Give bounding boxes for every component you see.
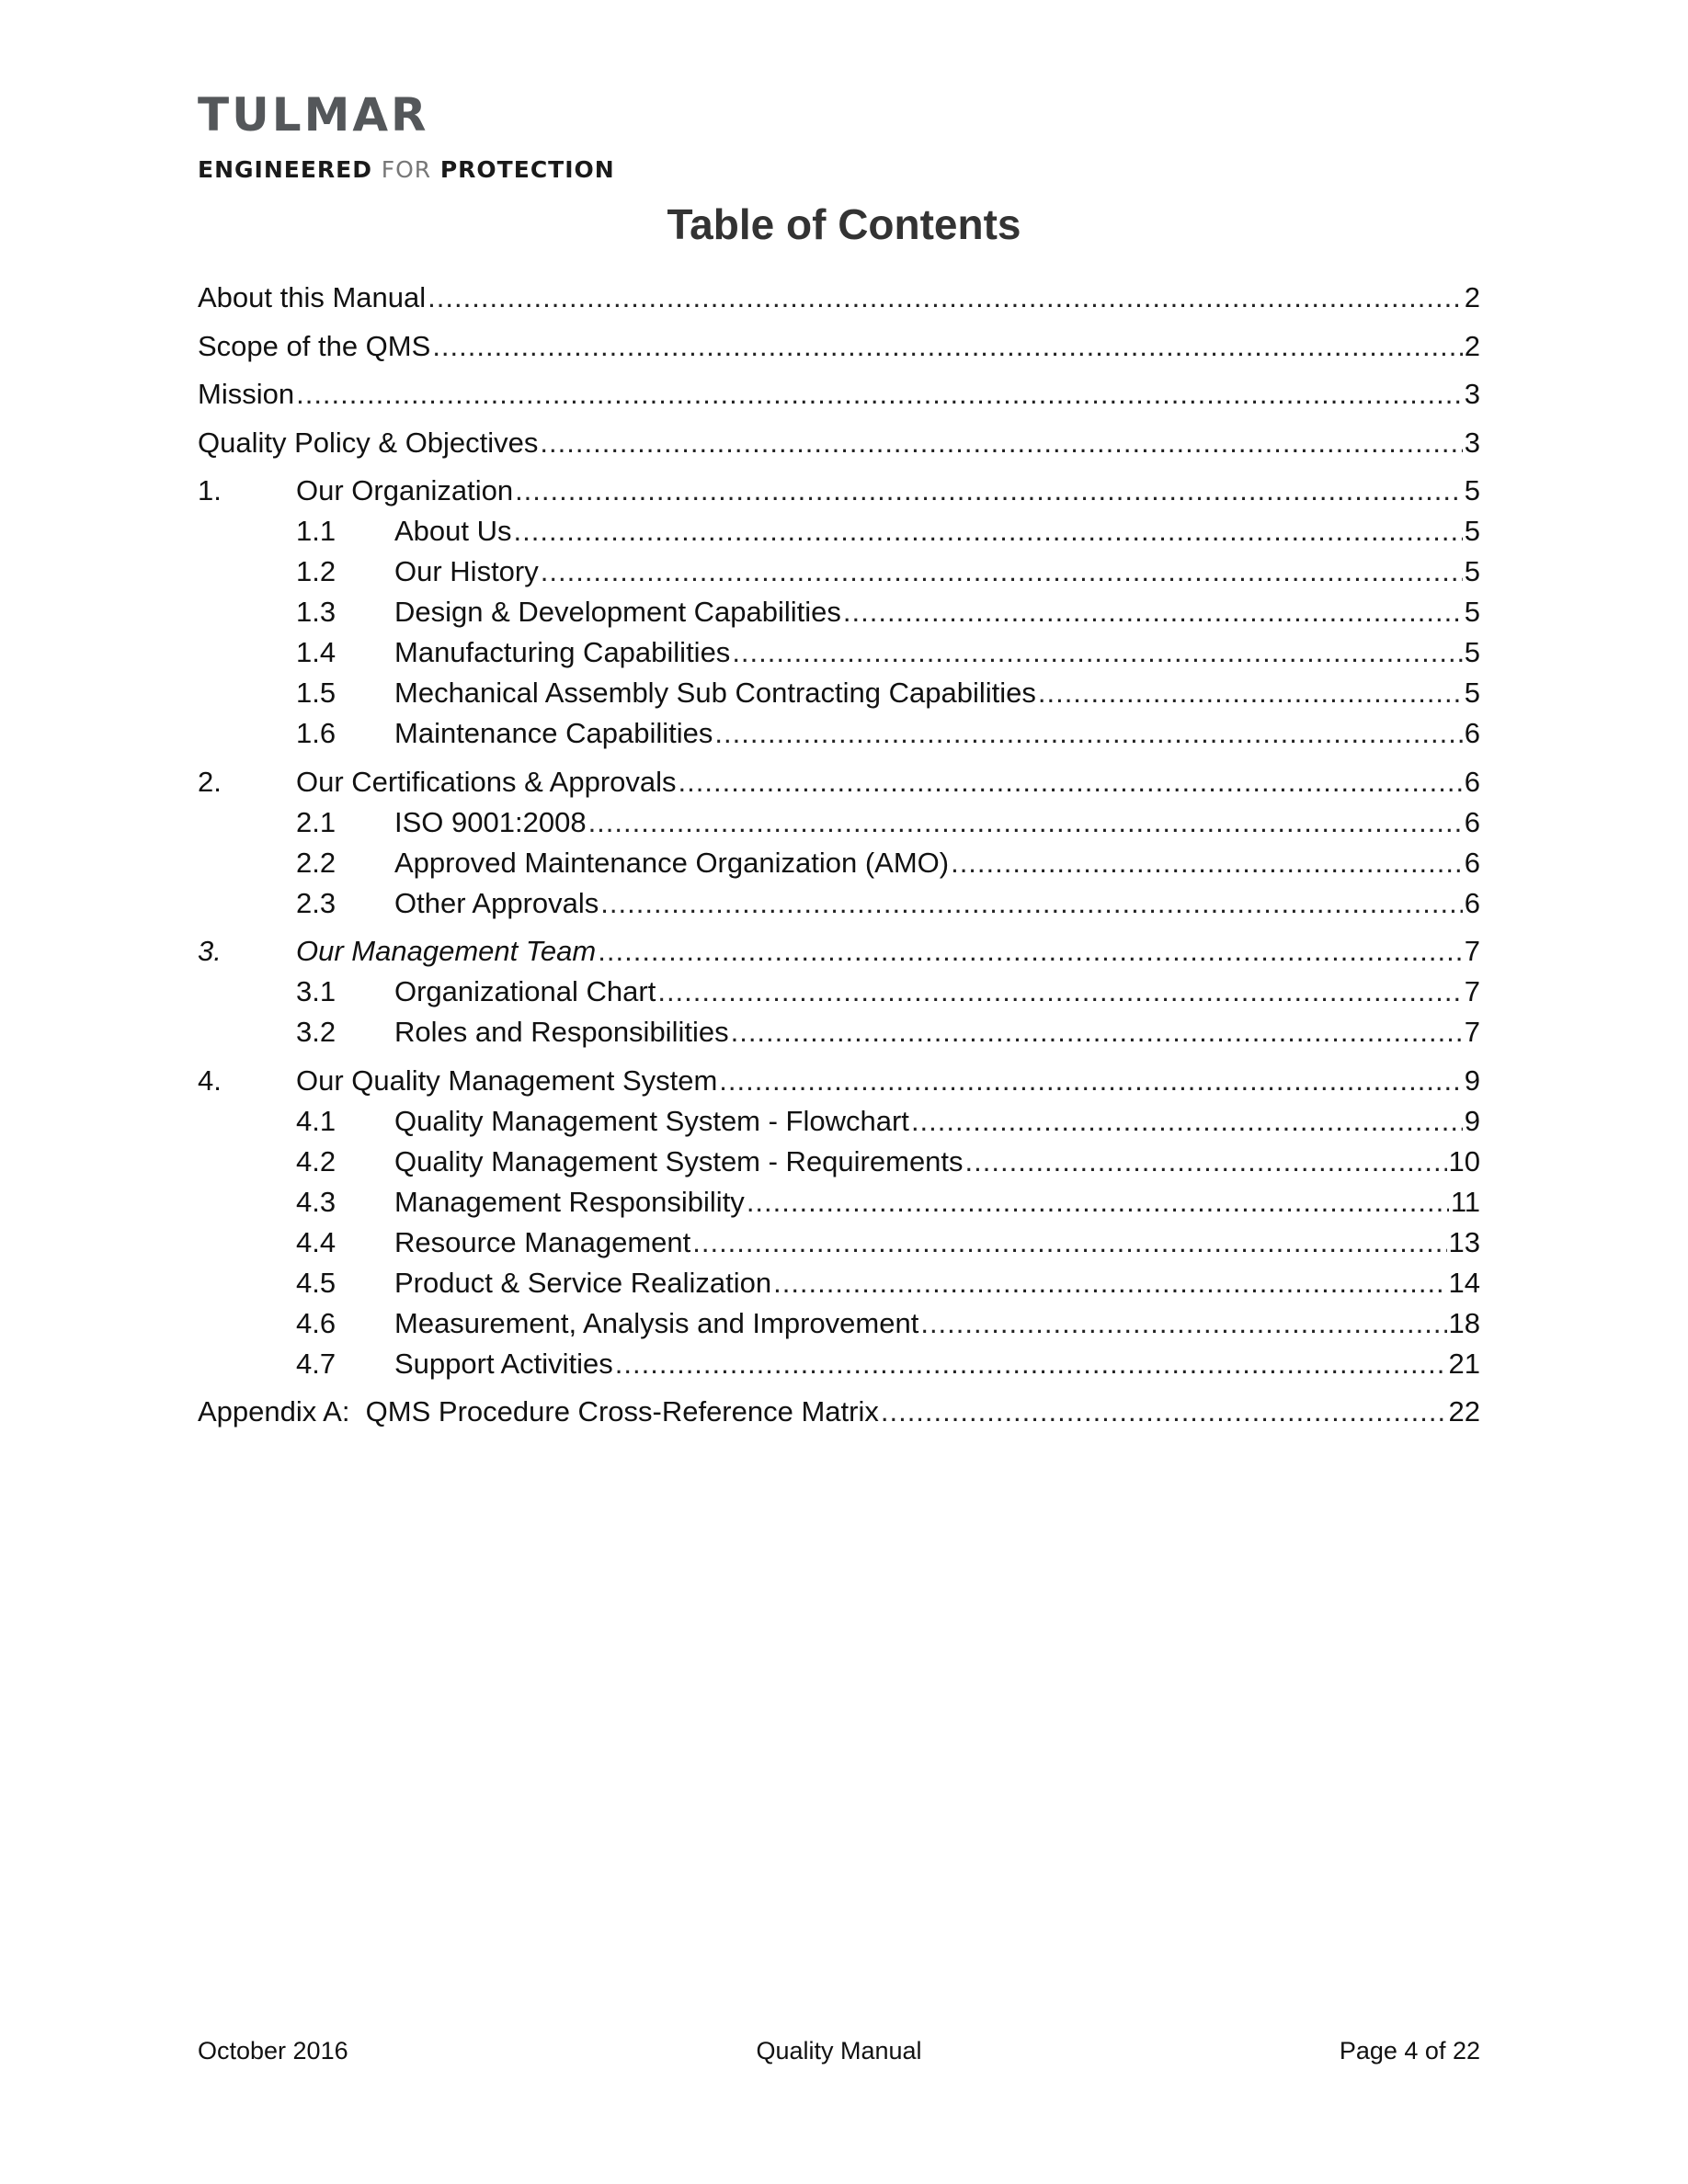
toc-entry-about-this-manual[interactable] bbox=[198, 278, 1480, 318]
toc-entry-page: 7 bbox=[1464, 1016, 1480, 1048]
toc-entry-number: 1. bbox=[198, 474, 222, 506]
tagline-protection: PROTECTION bbox=[439, 156, 615, 183]
footer-page-number: Page 4 of 22 bbox=[1339, 2037, 1480, 2065]
toc-entry-certifications[interactable] bbox=[198, 762, 1480, 802]
toc-entry-mission[interactable] bbox=[198, 374, 1480, 415]
page-title: Table of Contents bbox=[667, 200, 1021, 248]
toc-entry-page: 14 bbox=[1448, 1266, 1480, 1299]
toc-entry-number: 4.7 bbox=[296, 1347, 336, 1380]
toc-entry-qms[interactable] bbox=[198, 1061, 1480, 1101]
toc-entry-number: 4.2 bbox=[296, 1144, 336, 1177]
toc-entry-number: 1.4 bbox=[296, 636, 336, 668]
toc-entry-title: Quality Policy & Objectives bbox=[198, 426, 539, 459]
toc-entry-number: 3. bbox=[198, 935, 222, 967]
footer-date: October 2016 bbox=[198, 2037, 348, 2065]
toc-entry-resource-management[interactable] bbox=[198, 1223, 1480, 1263]
toc-entry-number: 4.4 bbox=[296, 1225, 336, 1258]
toc-entry-iso-9001[interactable] bbox=[198, 802, 1480, 843]
toc-entry-support-activities[interactable] bbox=[198, 1344, 1480, 1384]
toc-dot-leader bbox=[657, 972, 1462, 1012]
toc-entry-title: Resource Management bbox=[394, 1225, 691, 1258]
toc-entry-number: 3.2 bbox=[296, 1016, 336, 1048]
toc-entry-page: 10 bbox=[1448, 1144, 1480, 1177]
toc-entry-page: 9 bbox=[1464, 1064, 1480, 1097]
toc-entry-org-chart[interactable] bbox=[198, 972, 1480, 1012]
toc-entry-number: 4.5 bbox=[296, 1266, 336, 1299]
toc-entry-page: 6 bbox=[1464, 886, 1480, 919]
toc-entry-title: Product & Service Realization bbox=[394, 1266, 772, 1299]
toc-entry-page: 7 bbox=[1464, 935, 1480, 967]
toc-entry-number: 2.3 bbox=[296, 886, 336, 919]
toc-entry-title: Our Quality Management System bbox=[296, 1064, 718, 1097]
toc-dot-leader bbox=[920, 1303, 1446, 1344]
toc-entry-title: Support Activities bbox=[394, 1347, 613, 1380]
toc-entry-quality-policy[interactable] bbox=[198, 423, 1480, 463]
toc-dot-leader bbox=[714, 713, 1462, 754]
toc-entry-title: Approved Maintenance Organization (AMO) bbox=[394, 846, 950, 879]
toc-entry-title: ISO 9001:2008 bbox=[394, 805, 587, 838]
toc-entry-number: 4.3 bbox=[296, 1185, 336, 1218]
toc-dot-leader bbox=[1038, 673, 1463, 713]
toc-entry-other-approvals[interactable] bbox=[198, 883, 1480, 924]
toc-entry-scope-of-the-qms[interactable] bbox=[198, 326, 1480, 367]
toc-entry-title: Measurement, Analysis and Improvement bbox=[394, 1306, 919, 1339]
toc-dot-leader bbox=[911, 1101, 1463, 1142]
toc-entry-page: 5 bbox=[1464, 636, 1480, 668]
footer-doc-title: Quality Manual bbox=[756, 2037, 922, 2065]
toc-entry-qms-flowchart[interactable] bbox=[198, 1101, 1480, 1142]
toc-entry-title: Our History bbox=[394, 555, 539, 587]
toc-entry-number: 4.6 bbox=[296, 1306, 336, 1339]
toc-entry-title: Manufacturing Capabilities bbox=[394, 636, 731, 668]
toc-dot-leader bbox=[600, 883, 1462, 924]
toc-dot-leader bbox=[588, 802, 1463, 843]
toc-entry-number: 2.1 bbox=[296, 805, 336, 838]
toc-entry-title: Quality Management System - Requirements bbox=[394, 1144, 964, 1177]
toc-entry-page: 13 bbox=[1448, 1225, 1480, 1258]
toc-entry-measurement[interactable] bbox=[198, 1303, 1480, 1344]
toc-entry-about-us[interactable] bbox=[198, 511, 1480, 552]
toc-entry-title: Our Management Team bbox=[296, 935, 597, 967]
toc-entry-management-responsibility[interactable] bbox=[198, 1182, 1480, 1223]
toc-entry-our-history[interactable] bbox=[198, 552, 1480, 592]
toc-dot-leader bbox=[719, 1061, 1462, 1101]
toc-entry-roles[interactable] bbox=[198, 1012, 1480, 1052]
toc-entry-page: 6 bbox=[1464, 846, 1480, 879]
toc-dot-leader bbox=[515, 471, 1463, 511]
tagline-for: FOR bbox=[381, 156, 432, 183]
toc-dot-leader bbox=[692, 1223, 1446, 1263]
toc-entry-title: Appendix A: QMS Procedure Cross-Reference Matrix bbox=[198, 1395, 879, 1428]
toc-entry-title: Design & Development Capabilities bbox=[394, 596, 841, 628]
toc-entry-mechanical-assembly[interactable] bbox=[198, 673, 1480, 713]
toc-entry-amo[interactable] bbox=[198, 843, 1480, 883]
toc-entry-design-development[interactable] bbox=[198, 592, 1480, 632]
toc-entry-management-team[interactable] bbox=[198, 931, 1480, 972]
toc-entry-page: 5 bbox=[1464, 515, 1480, 547]
toc-entry-page: 3 bbox=[1464, 378, 1480, 410]
toc-entry-title: Mechanical Assembly Sub Contracting Capabilities bbox=[394, 677, 1036, 709]
table-of-contents bbox=[198, 278, 1480, 1432]
company-logo bbox=[198, 88, 615, 183]
toc-entry-manufacturing[interactable] bbox=[198, 632, 1480, 673]
toc-entry-page: 7 bbox=[1464, 975, 1480, 1007]
toc-dot-leader bbox=[615, 1344, 1447, 1384]
toc-dot-leader bbox=[951, 843, 1463, 883]
toc-dot-leader bbox=[296, 374, 1463, 415]
toc-entry-title: Management Responsibility bbox=[394, 1185, 745, 1218]
toc-dot-leader bbox=[598, 931, 1463, 972]
logo-tagline bbox=[198, 158, 615, 181]
toc-entry-page: 11 bbox=[1450, 1185, 1480, 1218]
toc-entry-number: 4.1 bbox=[296, 1104, 336, 1137]
toc-entry-title: Quality Management System - Flowchart bbox=[394, 1104, 909, 1137]
toc-entry-number: 1.6 bbox=[296, 717, 336, 749]
toc-entry-number: 2. bbox=[198, 765, 222, 798]
toc-entry-page: 22 bbox=[1448, 1395, 1480, 1428]
toc-entry-page: 18 bbox=[1448, 1306, 1480, 1339]
toc-entry-page: 2 bbox=[1464, 329, 1480, 362]
toc-entry-page: 5 bbox=[1464, 474, 1480, 506]
toc-entry-page: 9 bbox=[1464, 1104, 1480, 1137]
toc-entry-qms-requirements[interactable] bbox=[198, 1142, 1480, 1182]
toc-entry-page: 5 bbox=[1464, 677, 1480, 709]
toc-entry-number: 1.3 bbox=[296, 596, 336, 628]
toc-dot-leader bbox=[773, 1263, 1446, 1303]
toc-entry-page: 2 bbox=[1464, 281, 1480, 313]
toc-entry-page: 5 bbox=[1464, 596, 1480, 628]
toc-dot-leader bbox=[679, 762, 1463, 802]
toc-dot-leader bbox=[747, 1182, 1449, 1223]
toc-dot-leader bbox=[514, 511, 1463, 552]
toc-entry-page: 5 bbox=[1464, 555, 1480, 587]
toc-entry-page: 6 bbox=[1464, 717, 1480, 749]
toc-entry-title: Our Certifications & Approvals bbox=[296, 765, 677, 798]
toc-entry-maintenance[interactable] bbox=[198, 713, 1480, 754]
logo-name: TULMAR bbox=[198, 88, 429, 142]
toc-entry-page: 21 bbox=[1448, 1347, 1480, 1380]
tagline-engineered: ENGINEERED bbox=[198, 156, 372, 183]
toc-dot-leader bbox=[732, 632, 1462, 673]
toc-dot-leader bbox=[731, 1012, 1463, 1052]
toc-entry-appendix-a[interactable] bbox=[198, 1392, 1480, 1432]
toc-entry-product-realization[interactable] bbox=[198, 1263, 1480, 1303]
toc-entry-page: 3 bbox=[1464, 426, 1480, 459]
toc-entry-number: 2.2 bbox=[296, 846, 336, 879]
toc-entry-page: 6 bbox=[1464, 765, 1480, 798]
toc-entry-page: 6 bbox=[1464, 805, 1480, 838]
toc-dot-leader bbox=[965, 1142, 1447, 1182]
toc-entry-number: 4. bbox=[198, 1064, 222, 1097]
toc-entry-number: 1.2 bbox=[296, 555, 336, 587]
toc-entry-number: 1.1 bbox=[296, 515, 336, 547]
toc-entry-title: Our Organization bbox=[296, 474, 514, 506]
toc-dot-leader bbox=[881, 1392, 1447, 1432]
toc-entry-title: Organizational Chart bbox=[394, 975, 656, 1007]
toc-entry-title: Scope of the QMS bbox=[198, 329, 431, 362]
toc-dot-leader bbox=[540, 423, 1462, 463]
toc-entry-number: 1.5 bbox=[296, 677, 336, 709]
toc-entry-number: 3.1 bbox=[296, 975, 336, 1007]
toc-entry-title: About Us bbox=[394, 515, 512, 547]
toc-entry-title: Other Approvals bbox=[394, 886, 599, 919]
toc-entry-title: About this Manual bbox=[198, 281, 427, 313]
toc-entry-title: Maintenance Capabilities bbox=[394, 717, 713, 749]
toc-entry-our-organization[interactable] bbox=[198, 471, 1480, 511]
toc-entry-title: Roles and Responsibilities bbox=[394, 1016, 729, 1048]
toc-dot-leader bbox=[428, 278, 1463, 318]
toc-dot-leader bbox=[541, 552, 1463, 592]
toc-dot-leader bbox=[843, 592, 1463, 632]
toc-entry-title: Mission bbox=[198, 378, 295, 410]
toc-dot-leader bbox=[432, 326, 1462, 367]
